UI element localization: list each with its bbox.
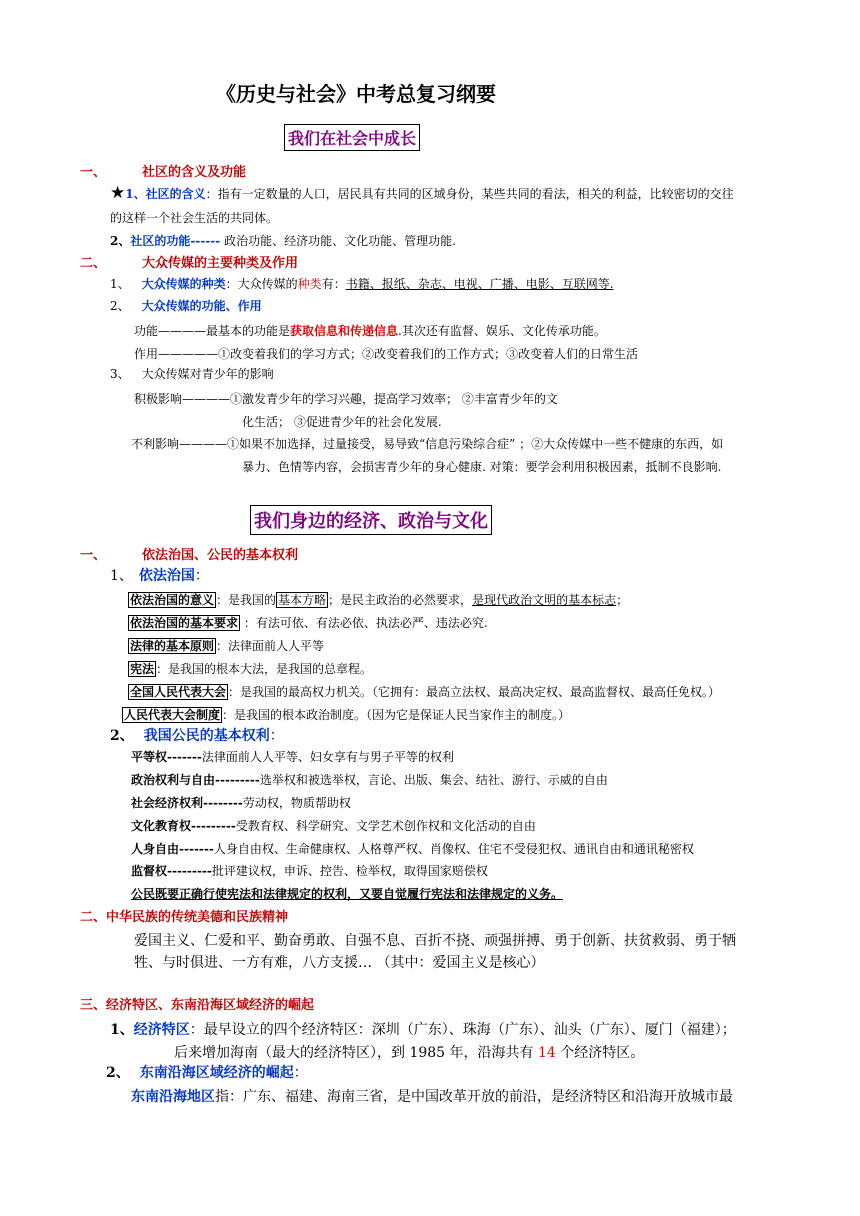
rule-row-system: [122, 706, 570, 723]
rule-row-constitution: [128, 660, 372, 677]
citizen-duty-line: 公民既要正确行使宪法和法律规定的权利，又要自觉履行宪法和法律规定的义务。: [131, 887, 564, 901]
coastal-label: 东南沿海区域经济的崛起: [139, 1065, 294, 1081]
p1-sec1-title: 社区的含义及功能: [142, 165, 247, 180]
rule-row-requirement: [128, 614, 488, 631]
media-function-line: [134, 322, 606, 339]
coastal-region-text: 指：广东、福建、海南三省，是中国改革开放的前沿，是经济特区和沿海开放城市最: [215, 1089, 733, 1105]
rule-meaning-text-b: ；是民主政治的必然要求，: [328, 593, 473, 607]
coastal-line: [131, 1086, 733, 1106]
rule-meaning-text-c: ；: [616, 593, 629, 607]
p1-sec2-heading: [80, 252, 298, 271]
community-definition-line2: 的这样一个社会生活的共同体。: [110, 211, 279, 225]
rights-num: 2、: [110, 728, 134, 744]
right-row: [131, 794, 351, 811]
rights-colon: ：: [269, 728, 284, 744]
rule-of-law-num: 1、: [110, 568, 133, 584]
rule-principle-text: ：法律面前人人平等: [216, 639, 325, 653]
p1-sec1-heading: [80, 161, 246, 180]
sez-num: 1、: [110, 1022, 134, 1038]
right-row: [131, 817, 536, 834]
coastal-num: 2、: [106, 1065, 130, 1081]
media-function-bold: 获取信息和传递信息: [290, 324, 399, 338]
p2-sec3-heading: 三、经济特区、东南沿海区域经济的崛起: [80, 998, 315, 1013]
media-types-line: [110, 275, 614, 292]
right-text: 批评建议权，申诉、控告、检举权，取得国家赔偿权: [211, 864, 488, 878]
rule-meaning-box2: 基本方略: [278, 593, 327, 607]
rights-heading: [110, 725, 284, 745]
system-box: 人民代表大会制度: [124, 708, 221, 722]
rule-row-npc: [128, 683, 720, 700]
media-types-list: 书籍、报纸、杂志、电视、广播、电影、互联网等.: [345, 277, 614, 291]
p1-sec1-num: 一、: [80, 165, 107, 180]
negative-impact-line1: 不利影响————①如果不加选择，过量接受，易导致“信息污染综合症” ；②大众传媒中一些不健康的东西，如: [131, 437, 724, 451]
document-title: 《历史与社会》中考总复习纲要: [216, 82, 496, 106]
right-row: [131, 771, 608, 788]
media-function-label: 大众传媒的功能、作用: [141, 299, 262, 313]
coastal-colon: ：: [293, 1065, 308, 1081]
sez-line1: [110, 1019, 736, 1039]
rule-requirement-text: ：有法可依、有法必依、执法必严、违法必究.: [240, 616, 488, 630]
p2-sec1-heading: [80, 544, 298, 563]
right-row: [131, 840, 694, 857]
media-impact-heading: [110, 365, 274, 382]
rule-meaning-text-a: ：是我国的: [216, 593, 277, 607]
community-definition-text: ：指有一定数量的人口，居民具有共同的区域身份，某些共同的看法，相关的利益，比较密切的交往: [205, 187, 734, 201]
media-impact-label: 大众传媒对青少年的影响: [141, 367, 274, 381]
p2-sec1-title: 依法治国、公民的基本权利: [142, 548, 299, 563]
virtues-line1: 爱国主义、仁爱和平、勤奋勇敢、自强不息、百折不挠、顽强拼搏、勇于创新、扶贫救弱、勇于牺: [134, 933, 736, 949]
right-label: 政治权利与自由---------: [131, 773, 260, 787]
media-types-red: 种类: [297, 277, 322, 291]
rule-row-principle: [128, 637, 324, 654]
sez-line2: [174, 1042, 644, 1062]
part1-heading: 我们在社会中成长: [284, 124, 420, 151]
p2-sec2-heading: 二、中华民族的传统美德和民族精神: [80, 910, 289, 925]
negative-impact-line2: 暴力、色情等内容，会损害青少年的身心健康. 对策：要学会利用积极因素，抵制不良影响.: [242, 460, 722, 474]
right-label: 社会经济权利--------: [131, 796, 243, 810]
right-text: 选举权和被选举权，言论、出版、集会、结社、游行、示威的自由: [259, 773, 608, 787]
media-impact-num: 3、: [110, 367, 130, 381]
community-function-num: 2、: [110, 234, 131, 248]
right-text: 法律面前人人平等、妇女享有与男子平等的权利: [201, 750, 454, 764]
community-function-label: 社区的功能------: [130, 234, 221, 248]
media-function-text-b: .其次还有监督、娱乐、文化传承功能。: [398, 324, 606, 338]
community-definition-label: 1、社区的含义: [125, 187, 206, 201]
right-label: 文化教育权---------: [131, 819, 236, 833]
p2-sec1-num: 一、: [80, 548, 107, 563]
positive-impact-line2: 化生活； ③促进青少年的社会化发展.: [242, 415, 442, 429]
media-function-text-a: 功能————最基本的功能是: [134, 324, 291, 338]
star-icon: ★: [110, 183, 126, 203]
p1-sec2-num: 二、: [80, 256, 107, 271]
part2-heading: 我们身边的经济、政治与文化: [250, 505, 492, 535]
right-text: 受教育权、科学研究、文学艺术创作权和文化活动的自由: [235, 819, 536, 833]
media-types-text-b: 有：: [321, 277, 346, 291]
media-function-num: 2、: [110, 299, 130, 313]
rule-meaning-underline: 是现代政治文明的基本标志: [472, 593, 617, 607]
media-types-num: 1、: [110, 277, 130, 291]
rule-of-law-heading: [110, 565, 209, 585]
rule-requirement-box: 依法治国的基本要求: [130, 616, 239, 630]
coastal-heading: [106, 1062, 308, 1082]
positive-impact-line1: 积极影响————①激发青少年的学习兴趣，提高学习效率； ②丰富青少年的文: [134, 392, 558, 406]
npc-box: 全国人民代表大会: [130, 685, 227, 699]
community-definition-line1: [110, 183, 734, 203]
virtues-line2: 牲、与时俱进、一方有难，八方支援… （其中：爱国主义是核心）: [134, 955, 545, 971]
sez-text-b2: 个经济特区。: [555, 1045, 645, 1061]
right-label: 人身自由-------: [131, 842, 214, 856]
rule-row-meaning: [128, 591, 628, 608]
right-row: [131, 748, 454, 765]
right-text: 劳动权，物质帮助权: [242, 796, 351, 810]
sez-label: 经济特区: [133, 1022, 190, 1038]
sez-text-b1: 后来增加海南（最大的经济特区），到 1985 年，沿海共有: [174, 1045, 538, 1061]
rule-principle-box: 法律的基本原则: [130, 639, 215, 653]
constitution-box: 宪法: [130, 662, 155, 676]
sez-count: 14: [537, 1045, 556, 1061]
system-text: ：是我国的根本政治制度。（因为它是保证人民当家作主的制度。）: [222, 708, 571, 722]
right-label: 平等权-------: [131, 750, 202, 764]
constitution-text: ：是我国的根本大法，是我国的总章程。: [156, 662, 373, 676]
community-function-text: 政治功能、经济功能、文化功能、管理功能.: [220, 234, 456, 248]
rule-of-law-label: 依法治国: [138, 568, 195, 584]
rule-of-law-colon: ：: [194, 568, 209, 584]
right-row: [131, 862, 488, 879]
npc-text: ：是我国的最高权力机关。（它拥有：最高立法权、最高决定权、最高监督权、最高任免权。）: [228, 685, 721, 699]
rule-meaning-box: 依法治国的意义: [130, 593, 215, 607]
community-function-line: [110, 232, 456, 249]
media-types-text-a: ：大众传媒的: [225, 277, 298, 291]
right-label: 监督权---------: [131, 864, 212, 878]
media-use-line: 作用—————①改变着我们的学习方式；②改变着我们的工作方式；③改变着人们的日常生活: [134, 347, 639, 361]
coastal-region-label: 东南沿海地区: [131, 1089, 215, 1105]
media-function-heading: [110, 297, 262, 314]
p1-sec2-title: 大众传媒的主要种类及作用: [142, 256, 299, 271]
right-text: 人身自由权、生命健康权、人格尊严权、肖像权、住宅不受侵犯权、通讯自由和通讯秘密权: [213, 842, 694, 856]
media-types-label: 大众传媒的种类: [141, 277, 226, 291]
sez-text: ：最早设立的四个经济特区：深圳（广东）、珠海（广东）、汕头（广东）、厦门（福建）；: [189, 1022, 736, 1038]
rights-label: 我国公民的基本权利: [143, 728, 270, 744]
